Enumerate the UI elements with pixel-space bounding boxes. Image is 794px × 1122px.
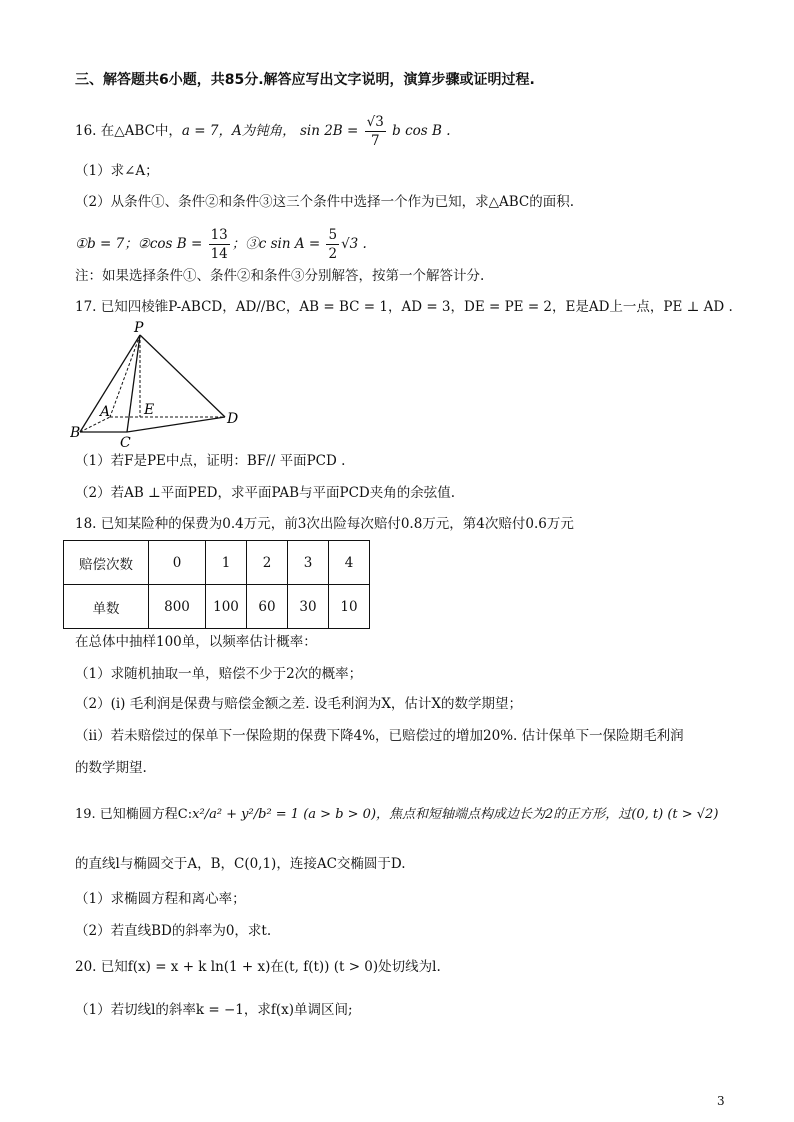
q20-part1: （1）若切线l的斜率k = −1，求f(x)单调区间;	[75, 1002, 353, 1018]
label-p: P	[134, 320, 144, 336]
table-header-cell: 赔偿次数	[64, 541, 149, 585]
q18-part2-ii-a: （ii）若未赔偿过的保单下一保险期的保费下降4%，已赔偿过的增加20%. 估计保单下一保险期毛利润	[75, 728, 684, 744]
q18-stem: 18. 已知某险种的保费为0.4万元，前3次出险每次赔付0.8万元，第4次赔付0.6万元	[75, 516, 574, 532]
page-number: 3	[717, 1094, 725, 1108]
q16-conditions: ①b = 7；②cos B = $\frac{13}{14}$ ；③c sin A = $\frac{5}{2}$ √3 .	[75, 227, 367, 262]
q18-part2-i: （2）(i) 毛利润是保费与赔偿金额之差. 设毛利润为X，估计X的数学期望；	[75, 696, 523, 712]
table-header-cell: 单数	[64, 585, 149, 629]
q17-stem: 17. 已知四棱锥P-ABCD，AD//BC，AB = BC = 1，AD = 3，DE = PE = 2，E是AD上一点，PE ⊥ AD .	[75, 299, 733, 315]
q16-fraction: $\frac{√3}{7}$	[366, 114, 384, 149]
table-cell: 2	[247, 541, 288, 585]
q19-line2: 的直线l与椭圆交于A，B，C(0,1)，连接AC交椭圆于D.	[75, 856, 406, 872]
table-cell: 100	[206, 585, 247, 629]
q19-stem: 19. 已知椭圆方程C:x²/a² + y²/b² = 1 (a > b > 0)，焦点和短轴端点构成边长为2的正方形，过(0, t) (t > √2)	[75, 807, 719, 822]
q16-part1: （1）求∠A；	[75, 163, 159, 179]
table-cell: 1	[206, 541, 247, 585]
section-header: 三、解答题共6小题，共85分.解答应写出文字说明，演算步骤或证明过程.	[75, 72, 535, 88]
q17-part1: （1）若F是PE中点，证明：BF// 平面PCD .	[75, 453, 346, 469]
q16-stem-b: a = 7，A为钝角，	[181, 123, 296, 139]
edge-pc	[127, 335, 140, 432]
table-cell: 4	[329, 541, 370, 585]
table-cell: 0	[149, 541, 206, 585]
label-d: D	[227, 411, 239, 427]
q16-note: 注：如果选择条件①、条件②和条件③分别解答，按第一个解答计分.	[75, 268, 485, 284]
q18-claims-table	[63, 540, 370, 629]
q18-part2-ii-b: 的数学期望.	[75, 760, 147, 776]
label-e: E	[144, 402, 155, 418]
table-cell: 800	[149, 585, 206, 629]
table-cell: 30	[288, 585, 329, 629]
edge-cd	[127, 417, 225, 432]
q16-stem-c: sin 2B =	[299, 123, 359, 139]
q17-part2: （2）若AB ⊥平面PED，求平面PAB与平面PCD夹角的余弦值.	[75, 485, 456, 501]
q18-after-table: 在总体中抽样100单，以频率估计概率：	[75, 634, 317, 650]
table-row	[64, 541, 370, 585]
q19-part2: （2）若直线BD的斜率为0，求t.	[75, 923, 272, 939]
label-c: C	[120, 435, 131, 450]
table-cell: 60	[247, 585, 288, 629]
table-row	[64, 585, 370, 629]
q16-cond2-fraction: $\frac{13}{14}$	[210, 227, 228, 262]
q16-cond3-fraction: $\frac{5}{2}$	[328, 227, 338, 262]
q16-stem-d: b cos B .	[392, 123, 451, 139]
pyramid-figure	[70, 320, 260, 450]
q20-stem: 20. 已知f(x) = x + k ln(1 + x)在(t, f(t)) (t > 0)处切线为l.	[75, 959, 441, 975]
q18-part1: （1）求随机抽取一单，赔偿不少于2次的概率；	[75, 666, 363, 682]
label-b: B	[70, 425, 81, 441]
label-a: A	[100, 404, 111, 420]
q16-stem-a: 16. 在△ABC中，	[75, 123, 182, 139]
table-cell: 3	[288, 541, 329, 585]
q16-part2: （2）从条件①、条件②和条件③这三个条件中选择一个作为已知，求△ABC的面积.	[75, 194, 575, 210]
q19-equation: x²/a² + y²/b² = 1 (a > b > 0)	[192, 807, 377, 822]
table-cell: 10	[329, 585, 370, 629]
q19-part1: （1）求椭圆方程和离心率；	[75, 891, 246, 907]
q16-stem	[75, 113, 451, 150]
